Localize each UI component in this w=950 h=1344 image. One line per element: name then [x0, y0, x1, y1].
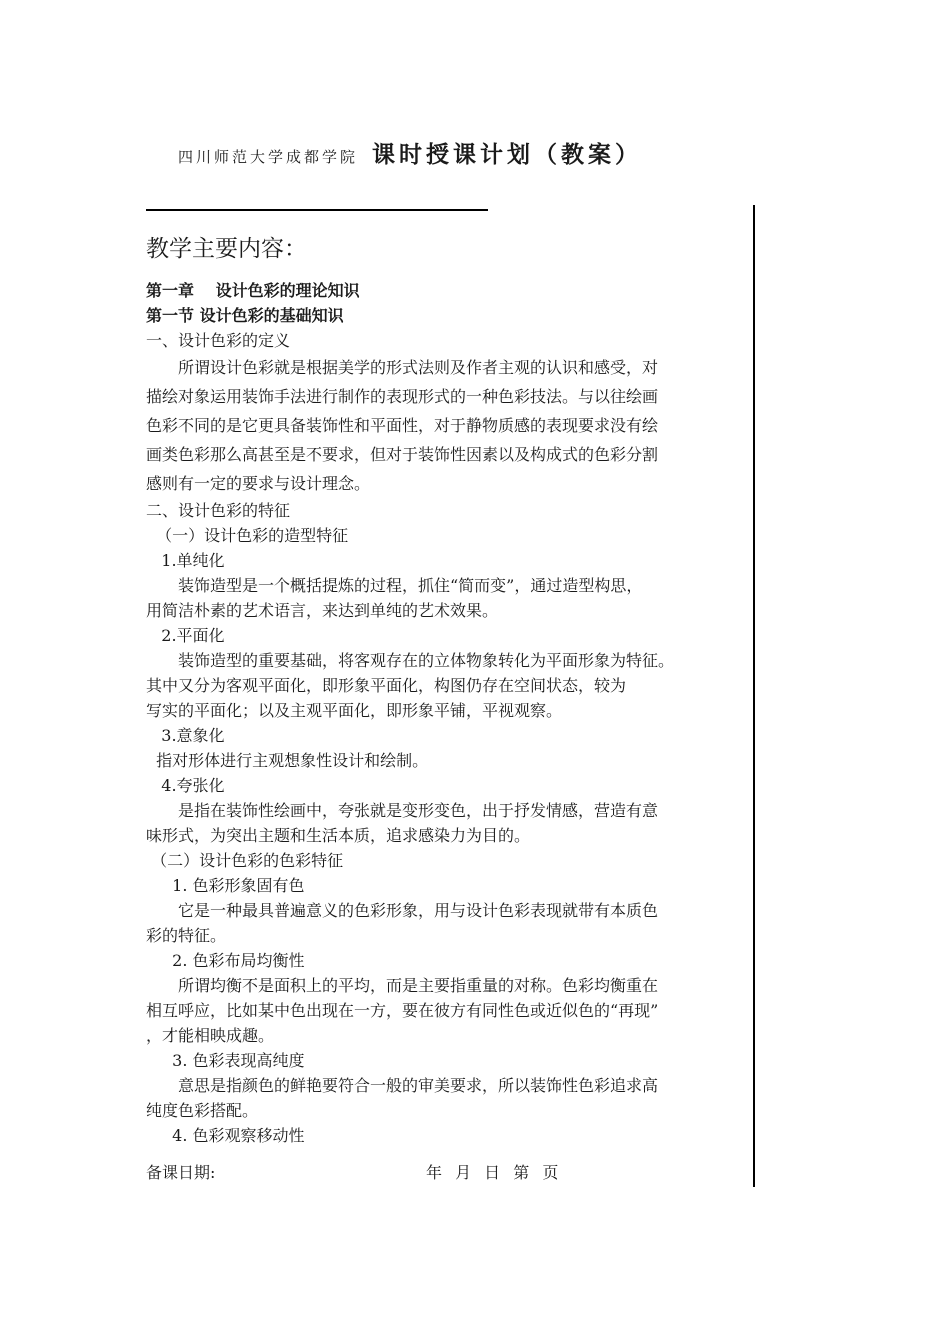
- text-line: 装饰造型是一个概括提炼的过程，抓住“简而变”，通过造型构思，: [146, 576, 643, 595]
- text-line: 它是一种最具普遍意义的色彩形象，用与设计色彩表现就带有本质色: [146, 901, 659, 920]
- text-line: 2. 色彩布局均衡性: [146, 951, 305, 970]
- text-line: 所谓设计色彩就是根据美学的形式法则及作者主观的认识和感受，对: [146, 358, 659, 377]
- text-line: 所谓均衡不是面积上的平均，而是主要指重量的对称。色彩均衡重在: [146, 976, 659, 995]
- text-line: 4. 色彩观察移动性: [146, 1126, 305, 1145]
- text-line: 味形式，为突出主题和生活本质，追求感染力为目的。: [146, 826, 531, 845]
- text-line: ，才能相映成趣。: [146, 1026, 275, 1045]
- text-line: 1.单纯化: [146, 551, 225, 570]
- section-title: 第一节 设计色彩的基础知识: [146, 306, 344, 325]
- plan-title: 课时授课计划（教案）: [372, 141, 643, 168]
- text-line: 其中又分为客观平面化，即形象平面化，构图仍存在空间状态，较为: [146, 676, 627, 695]
- chapter-title: 第一章 设计色彩的理论知识: [146, 281, 360, 300]
- text-line: 一、设计色彩的定义: [146, 331, 291, 350]
- text-line: 画类色彩那么高甚至是不要求，但对于装饰性因素以及构成式的色彩分割: [146, 445, 659, 464]
- text-line: 描绘对象运用装饰手法进行制作的表现形式的一种色彩技法。与以往绘画: [146, 387, 659, 406]
- prep-date-label: 备课日期:: [146, 1163, 216, 1182]
- text-line: 3. 色彩表现高纯度: [146, 1051, 305, 1070]
- text-line: （二）设计色彩的色彩特征: [146, 851, 344, 870]
- text-line: 意思是指颜色的鲜艳要符合一般的审美要求，所以装饰性色彩追求高: [146, 1076, 659, 1095]
- text-line: 1. 色彩形象固有色: [146, 876, 305, 895]
- text-line: 写实的平面化；以及主观平面化，即形象平铺，平视观察。: [146, 701, 563, 720]
- text-line: 用简洁朴素的艺术语言，来达到单纯的艺术效果。: [146, 601, 499, 620]
- page-footer: [146, 1160, 563, 1183]
- text-line: 指对形体进行主观想象性设计和绘制。: [146, 751, 429, 770]
- text-line: 4.夸张化: [146, 776, 225, 795]
- date-page-fields: 年 月 日 第 页: [426, 1163, 563, 1182]
- text-line: 二、设计色彩的特征: [146, 501, 291, 520]
- text-line: 彩的特征。: [146, 926, 227, 945]
- top-rule: [146, 209, 488, 211]
- text-line: 感则有一定的要求与设计理念。: [146, 474, 371, 493]
- text-line: 2.平面化: [146, 626, 225, 645]
- text-line: （一）设计色彩的造型特征: [146, 526, 349, 545]
- text-line: 色彩不同的是它更具备装饰性和平面性，对于静物质感的表现要求没有绘: [146, 416, 659, 435]
- page-header: [178, 136, 642, 169]
- main-content-heading: 教学主要内容：: [146, 236, 307, 262]
- text-line: 纯度色彩搭配。: [146, 1101, 259, 1120]
- text-line: 装饰造型的重要基础，将客观存在的立体物象转化为平面形象为特征。: [146, 651, 675, 670]
- lesson-content: [146, 230, 771, 1148]
- school-name: 四川师范大学成都学院: [178, 148, 359, 166]
- text-line: 相互呼应，比如某中色出现在一方，要在彼方有同性色或近似色的“再现”: [146, 1001, 659, 1020]
- text-line: 3.意象化: [146, 726, 225, 745]
- text-line: 是指在装饰性绘画中，夸张就是变形变色，出于抒发情感，营造有意: [146, 801, 659, 820]
